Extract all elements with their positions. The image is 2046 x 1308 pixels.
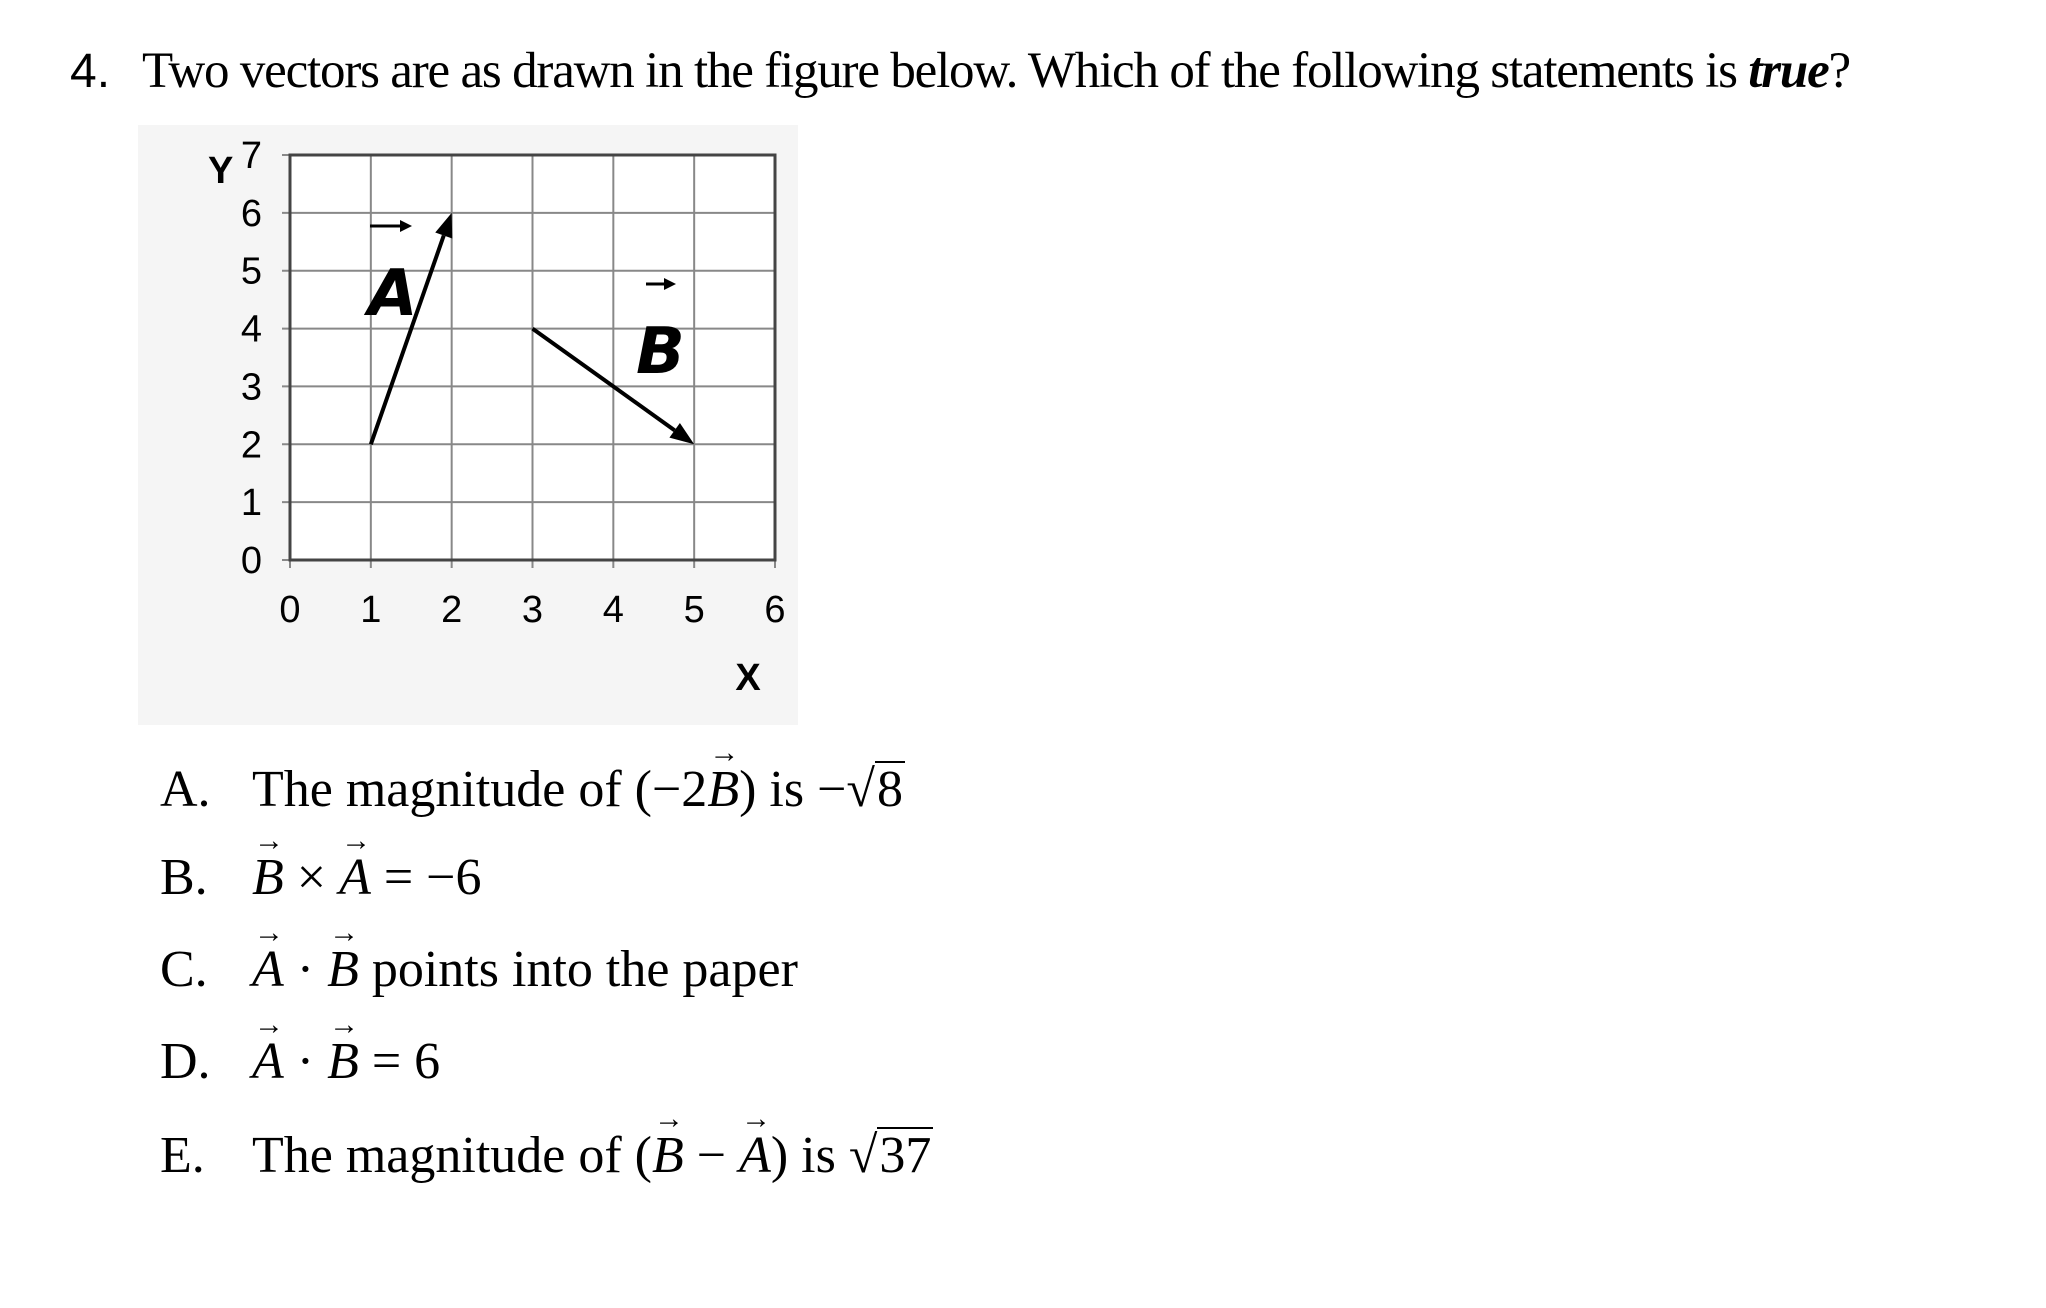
choice-e-part3: ) is √: [770, 1127, 878, 1184]
x-axis-label: X: [735, 657, 761, 699]
y-tick-label: 1: [240, 482, 262, 525]
choice-a-text: [252, 760, 905, 819]
question-text: Two vectors are as drawn in the figure below. Which of the following statements is: [142, 43, 1749, 99]
vector-b-symbol: → B: [707, 760, 739, 819]
choice-e-part2: −: [683, 1127, 740, 1184]
choice-b-part1: ×: [283, 849, 340, 906]
choice-letter: D.: [160, 1033, 211, 1090]
vector-a-symbol: → A: [739, 1126, 771, 1185]
y-tick-label: 5: [240, 250, 262, 293]
vector-a-symbol: → A: [252, 940, 284, 999]
vector-grid-plot: [138, 125, 798, 725]
choice-a-radicand: 8: [876, 761, 903, 818]
vector-a-symbol: → A: [339, 848, 371, 907]
choice-b-part2: = −6: [370, 849, 482, 906]
x-tick-label: 2: [441, 589, 463, 631]
vector-b-symbol: → B: [652, 1126, 684, 1185]
question-stem: [70, 42, 2030, 100]
choice-a-part1: The magnitude of (−2: [252, 761, 708, 818]
choice-c-part2: points into the paper: [358, 941, 798, 998]
choice-a-part2: ) is −√: [739, 761, 875, 818]
choice-d-part1: ·: [283, 1033, 328, 1090]
vector-b-symbol: → B: [252, 848, 284, 907]
choice-d-part2: = 6: [358, 1033, 441, 1090]
question-emphasis: true: [1748, 43, 1829, 99]
vector-b-label: B: [636, 315, 685, 389]
vector-b-symbol: → B: [327, 940, 359, 999]
y-tick-label: 6: [240, 192, 262, 235]
choice-letter: C.: [160, 941, 208, 998]
vector-a-label: A: [368, 257, 418, 331]
x-tick-label: 4: [602, 589, 624, 631]
choice-c-part1: ·: [283, 941, 328, 998]
choice-c-text: [252, 940, 798, 999]
y-tick-label: 4: [240, 308, 262, 351]
question-number: 4.: [70, 45, 111, 98]
x-tick-label: 5: [683, 589, 705, 631]
vector-a-symbol: → A: [252, 1032, 284, 1091]
choice-e-part1: The magnitude of (: [252, 1127, 652, 1184]
vector-figure: [138, 125, 798, 725]
x-tick-label: 1: [360, 589, 382, 631]
choice-b-text: [252, 848, 482, 907]
choice-e-radicand: 37: [879, 1127, 932, 1184]
choice-e-text: [252, 1126, 933, 1185]
choice-d-text: [252, 1032, 440, 1091]
x-tick-label: 6: [764, 589, 786, 631]
y-tick-label: 7: [240, 135, 262, 177]
question-end: ?: [1828, 43, 1850, 99]
y-tick-label: 2: [240, 424, 262, 467]
vector-b-symbol: → B: [327, 1032, 359, 1091]
choice-letter: B.: [160, 849, 208, 906]
y-tick-label: 3: [240, 366, 262, 409]
x-tick-label: 3: [521, 589, 544, 631]
y-tick-label: 0: [240, 540, 262, 582]
choice-letter: A.: [160, 761, 211, 818]
choice-letter: E.: [160, 1127, 205, 1184]
y-axis-label: Y: [208, 150, 234, 192]
x-tick-label: 0: [279, 589, 301, 631]
